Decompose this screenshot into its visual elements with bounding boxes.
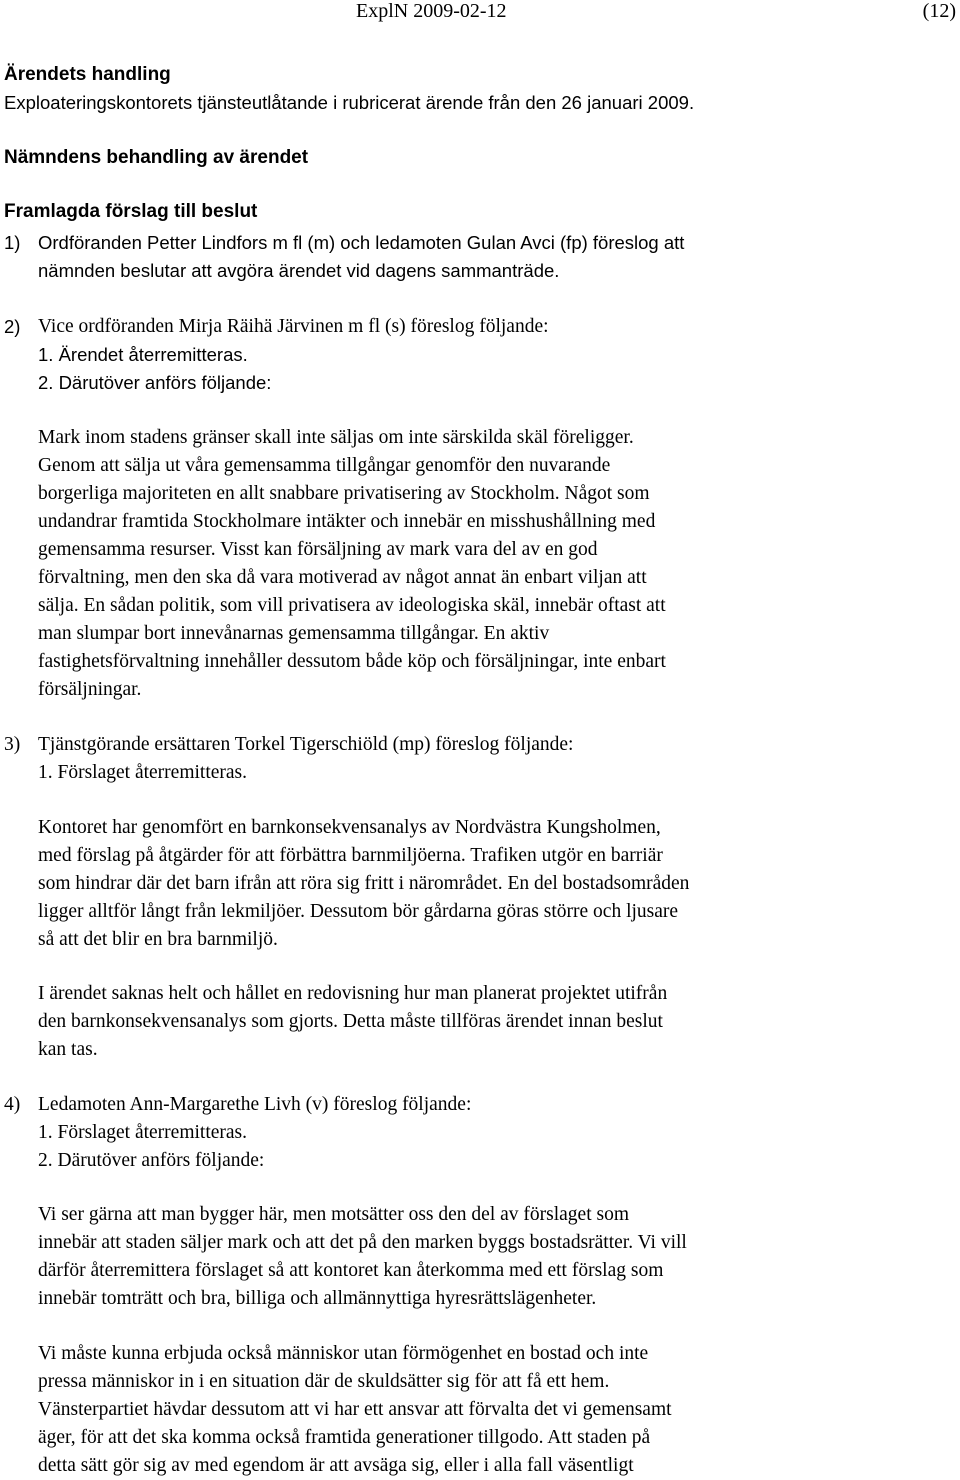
proposal-4-para-2-line: pressa människor in i en situation där de skuldsätter sig för att få ett hem. <box>38 1371 610 1392</box>
proposal-1-line-2: nämnden beslutar att avgöra ärendet vid dagens sammanträde. <box>38 260 560 281</box>
proposal-4-para-2-line: Vi måste kunna erbjuda också människor utan förmögenhet en bostad och inte <box>38 1343 649 1364</box>
proposal-4-number: 4) <box>4 1094 21 1115</box>
proposal-2-para-line: borgerliga majoriteten en allt snabbare privatisering av Stockholm. Något som <box>38 483 650 504</box>
proposal-3-para-1-line: ligger alltför långt från lekmiljöer. Dessutom bör gårdarna göras större och ljusare <box>38 901 679 922</box>
proposal-2-para-line: Genom att sälja ut våra gemensamma tillgångar genomför den nuvarande <box>38 455 611 476</box>
proposal-3-number: 3) <box>4 734 21 755</box>
handling-text: Exploateringskontorets tjänsteutlåtande i rubricerat ärende från den 26 januari 2009. <box>4 92 695 113</box>
proposal-2-para-line: gemensamma resurser. Visst kan försäljning av mark vara del av en god <box>38 539 598 560</box>
committee-heading: Nämndens behandling av ärendet <box>4 147 309 168</box>
proposal-4-item-1: 1. Förslaget återremitteras. <box>38 1122 248 1143</box>
proposal-4-para-2-line: detta sätt gör sig av med egendom är att avsäga sig, eller i alla fall väsentligt <box>38 1455 634 1476</box>
proposal-2-item-2: 2. Därutöver anförs följande: <box>38 372 272 393</box>
proposal-1-line-1: Ordföranden Petter Lindfors m fl (m) och ledamoten Gulan Avci (fp) föreslog att <box>38 232 685 253</box>
proposal-2-item-1: 1. Ärendet återremitteras. <box>38 344 248 365</box>
proposal-4-para-1-line: därför återremittera förslaget så att kontoret kan återkomma med ett förslag som <box>38 1260 664 1281</box>
proposal-4-para-1-line: innebär att staden säljer mark och att det på den marken byggs bostadsrätter. Vi vill <box>38 1232 687 1253</box>
proposal-3-para-1-line: som hindrar där det barn ifrån att röra sig fritt i närområdet. En del bostadsområden <box>38 873 690 894</box>
proposal-4-para-1-line: innebär tomträtt och bra, billiga och allmännyttiga hyresrättslägenheter. <box>38 1288 597 1309</box>
proposal-3-para-2-line: den barnkonsekvensanalys som gjorts. Detta måste tillföras ärendet innan beslut <box>38 1011 663 1032</box>
proposal-2-para-line: undandrar framtida Stockholmare intäkter och innebär en misshushållning med <box>38 511 656 532</box>
proposal-4-para-2-line: Vänsterpartiet hävdar dessutom att vi har ett ansvar att förvalta det vi gemensamt <box>38 1399 672 1420</box>
proposal-2-number: 2) <box>4 316 21 337</box>
proposal-3-para-1-line: Kontoret har genomfört en barnkonsekvensanalys av Nordvästra Kungsholmen, <box>38 817 661 838</box>
proposal-2-para-line: Mark inom stadens gränser skall inte säljas om inte särskilda skäl föreligger. <box>38 427 634 448</box>
proposal-4-intro: Ledamoten Ann-Margarethe Livh (v) föreslog följande: <box>38 1094 472 1115</box>
proposal-3-para-2-line: I ärendet saknas helt och hållet en redovisning hur man planerat projektet utifrån <box>38 983 668 1004</box>
proposal-3-para-2-line: kan tas. <box>38 1039 98 1060</box>
page-header <box>0 0 960 30</box>
handling-heading: Ärendets handling <box>4 64 171 85</box>
document-id: ExplN 2009-02-12 <box>356 0 507 22</box>
proposal-3-para-1-line: så att det blir en bra barnmiljö. <box>38 929 278 950</box>
proposal-4-para-2-line: äger, för att det ska komma också framtida generationer tillgodo. Att staden på <box>38 1427 651 1448</box>
proposal-2-para-line: förvaltning, men den ska då vara motiverad av något annat än enbart viljan att <box>38 567 647 588</box>
proposal-2-para-line: sälja. En sådan politik, som vill privatisera av ideologiska skäl, innebär oftast att <box>38 595 666 616</box>
proposal-2-para-line: fastighetsförvaltning innehåller dessutom både köp och försäljningar, inte enbart <box>38 651 666 672</box>
proposal-2-para-line: försäljningar. <box>38 679 142 700</box>
proposal-1-number: 1) <box>4 232 21 253</box>
page-number: (12) <box>922 0 956 22</box>
proposal-3-item-1: 1. Förslaget återremitteras. <box>38 762 248 783</box>
proposal-4-item-2: 2. Därutöver anförs följande: <box>38 1150 265 1171</box>
proposal-3-para-1-line: med förslag på åtgärder för att förbättra barnmiljöerna. Trafiken utgör en barriär <box>38 845 663 866</box>
proposal-2-intro: Vice ordföranden Mirja Räihä Järvinen m fl (s) föreslog följande: <box>38 316 549 337</box>
proposals-heading: Framlagda förslag till beslut <box>4 201 258 222</box>
proposal-3-intro: Tjänstgörande ersättaren Torkel Tigerschiöld (mp) föreslog följande: <box>38 734 574 755</box>
proposal-4-para-1-line: Vi ser gärna att man bygger här, men motsätter oss den del av förslaget som <box>38 1204 629 1225</box>
proposal-2-para-line: man slumpar bort innevånarnas gemensamma tillgångar. En aktiv <box>38 623 550 644</box>
